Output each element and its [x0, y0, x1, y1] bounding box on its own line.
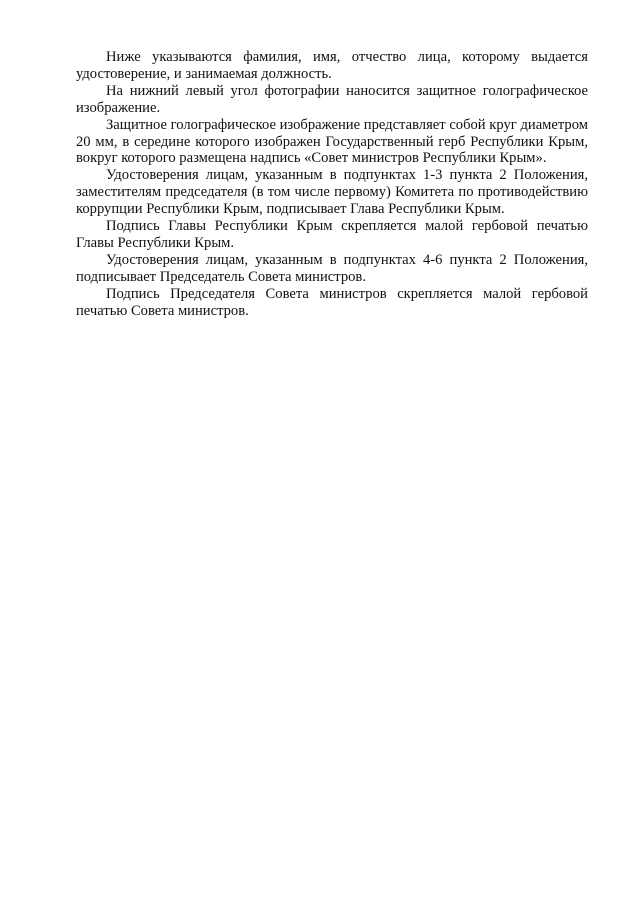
- paragraph-signed-by-head: Удостоверения лицам, указанным в подпунктах 1-3 пункта 2 Положения, заместителям председателя (в том числе первому) Комитета по противодействию коррупции Республики Крым, подписывает Глава Республики Крым.: [76, 167, 588, 218]
- paragraph-full-name-position: Ниже указываются фамилия, имя, отчество лица, которому выдается удостоверение, и занимаемая должность.: [76, 49, 588, 82]
- document-body: [76, 49, 588, 320]
- paragraph-council-seal: Подпись Председателя Совета министров скрепляется малой гербовой печатью Совета министров.: [76, 285, 588, 319]
- paragraph-holographic-mark-placement: На нижний левый угол фотографии наносится защитное голографическое изображение.: [76, 82, 588, 116]
- paragraph-signed-by-chairman: Удостоверения лицам, указанным в подпунктах 4-6 пункта 2 Положения, подписывает Председатель Совета министров.: [76, 251, 588, 285]
- paragraph-holographic-mark-description: Защитное голографическое изображение представляет собой круг диаметром 20 мм, в середине которого изображен Государственный герб Республики Крым, вокруг которого размещена надпись «Совет министров Республики Крым».: [76, 116, 588, 167]
- paragraph-head-seal: Подпись Главы Республики Крым скрепляется малой гербовой печатью Главы Республики Крым.: [76, 218, 588, 251]
